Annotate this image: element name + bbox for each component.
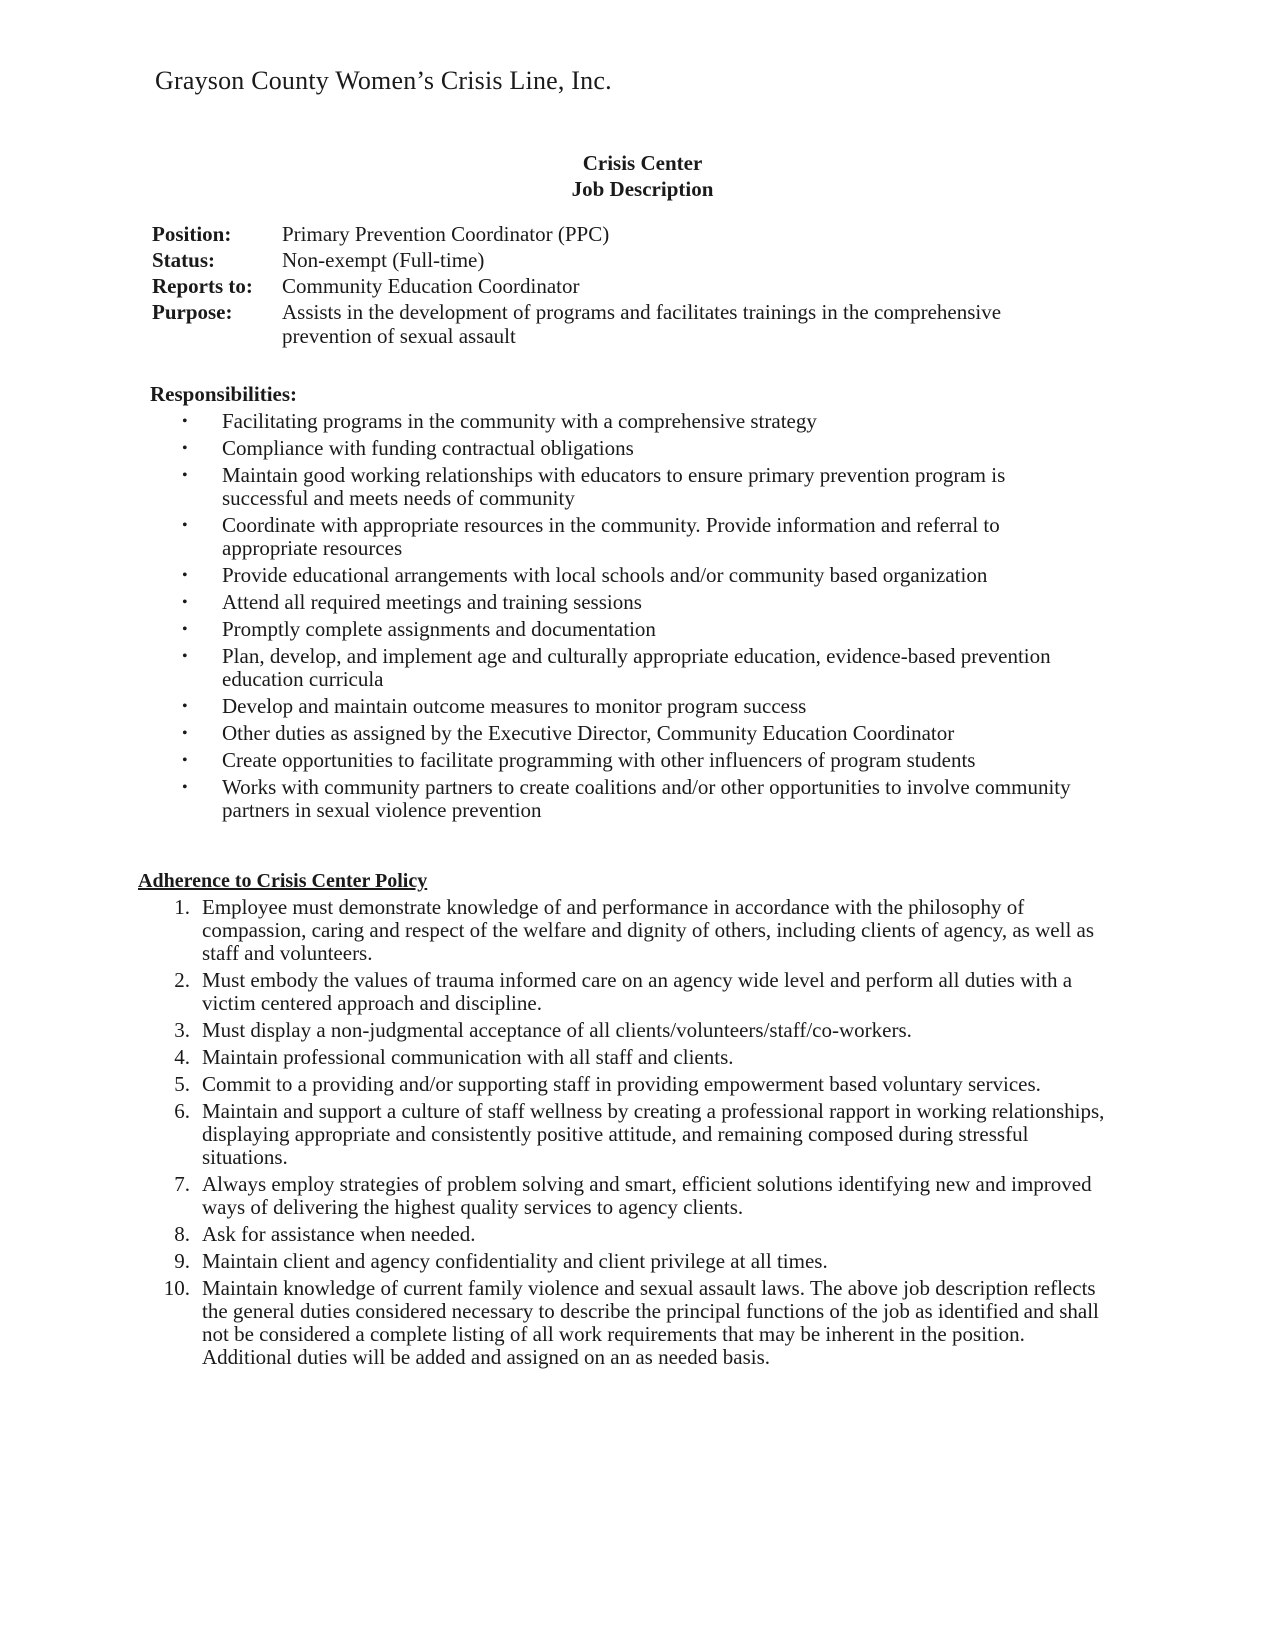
document-title (0, 150, 1275, 202)
list-item (162, 1250, 1112, 1273)
list-item-number: 7. (174, 1172, 190, 1196)
bullet-icon: • (182, 467, 188, 484)
bullet-icon: • (182, 698, 188, 715)
list-item (162, 1223, 1112, 1246)
list-item-text: Create opportunities to facilitate programming with other influencers of program students (222, 748, 976, 772)
policy-list (162, 896, 1112, 1373)
list-item-text: Must display a non-judgmental acceptance of all clients/volunteers/staff/co-workers. (202, 1018, 912, 1042)
list-item (162, 969, 1112, 1015)
bullet-icon: • (182, 413, 188, 430)
list-item (180, 410, 1080, 433)
list-item (180, 722, 1080, 745)
list-item-number: 8. (174, 1222, 190, 1246)
organization-name: Grayson County Women’s Crisis Line, Inc. (155, 66, 612, 95)
list-item-text: Commit to a providing and/or supporting staff in providing empowerment based voluntary services. (202, 1072, 1041, 1096)
list-item-text: Promptly complete assignments and documentation (222, 617, 656, 641)
list-item-number: 6. (174, 1099, 190, 1123)
job-meta-table (152, 222, 1082, 350)
list-item (162, 1073, 1112, 1096)
list-item-number: 1. (174, 895, 190, 919)
list-item (162, 1019, 1112, 1042)
policy-heading: Adherence to Crisis Center Policy (138, 870, 428, 892)
bullet-icon: • (182, 648, 188, 665)
list-item (180, 437, 1080, 460)
list-item (180, 464, 1080, 510)
list-item (180, 564, 1080, 587)
list-item (180, 645, 1080, 691)
meta-value: Assists in the development of programs and facilitates trainings in the comprehensive prevention of sexual assault (282, 300, 1002, 348)
meta-row-position (152, 222, 1082, 246)
list-item (180, 591, 1080, 614)
bullet-icon: • (182, 779, 188, 796)
list-item-number: 9. (174, 1249, 190, 1273)
meta-row-reports-to (152, 274, 1082, 298)
list-item-text: Ask for assistance when needed. (202, 1222, 476, 1246)
bullet-icon: • (182, 440, 188, 457)
list-item-text: Maintain good working relationships with educators to ensure primary prevention program is successful and meets needs of community (222, 463, 1006, 510)
list-item (162, 896, 1112, 965)
meta-value: Non-exempt (Full-time) (282, 248, 485, 272)
title-line-1: Crisis Center (582, 151, 703, 175)
responsibilities-heading: Responsibilities: (150, 382, 298, 406)
meta-value: Community Education Coordinator (282, 274, 580, 298)
list-item-text: Maintain client and agency confidentiality and client privilege at all times. (202, 1249, 828, 1273)
list-item-number: 3. (174, 1018, 190, 1042)
bullet-icon: • (182, 725, 188, 742)
list-item-text: Maintain knowledge of current family violence and sexual assault laws. The above job description reflects the general duties considered necessary to describe the principal functions of the job as identified and shall not be considered a complete listing of all work requirements that may be inherent in the position. Additional duties will be added and assigned on an as needed basis. (202, 1276, 1099, 1369)
list-item-text: Maintain professional communication with all staff and clients. (202, 1045, 734, 1069)
list-item-number: 4. (174, 1045, 190, 1069)
meta-label: Position: (152, 222, 232, 246)
meta-label: Reports to: (152, 274, 253, 298)
list-item-text: Compliance with funding contractual obligations (222, 436, 634, 460)
meta-label: Status: (152, 248, 216, 272)
list-item (180, 749, 1080, 772)
list-item-text: Provide educational arrangements with local schools and/or community based organization (222, 563, 988, 587)
list-item-text: Employee must demonstrate knowledge of and performance in accordance with the philosophy of compassion, caring and respect of the welfare and dignity of others, including clients of agency, as well as staff and volunteers. (202, 895, 1095, 965)
meta-row-purpose (152, 300, 1082, 348)
bullet-icon: • (182, 752, 188, 769)
list-item-number: 2. (174, 968, 190, 992)
meta-label: Purpose: (152, 300, 233, 324)
list-item-text: Other duties as assigned by the Executive Director, Community Education Coordinator (222, 721, 955, 745)
list-item (162, 1100, 1112, 1169)
list-item (162, 1046, 1112, 1069)
list-item (180, 618, 1080, 641)
list-item-text: Works with community partners to create coalitions and/or other opportunities to involve community partners in sexual violence prevention (222, 775, 1071, 822)
list-item (180, 776, 1080, 822)
list-item-text: Develop and maintain outcome measures to monitor program success (222, 694, 807, 718)
list-item-text: Coordinate with appropriate resources in the community. Provide information and referral to appropriate resources (222, 513, 1000, 560)
list-item-text: Attend all required meetings and training sessions (222, 590, 642, 614)
list-item-text: Plan, develop, and implement age and culturally appropriate education, evidence-based prevention education curricula (222, 644, 1051, 691)
list-item-text: Maintain and support a culture of staff wellness by creating a professional rapport in working relationships, displaying appropriate and consistently positive attitude, and remaining composed during stressful situations. (202, 1099, 1105, 1169)
title-line-2: Job Description (571, 177, 714, 201)
responsibilities-list (180, 410, 1080, 826)
list-item (162, 1277, 1112, 1369)
list-item-number: 10. (163, 1276, 190, 1300)
meta-row-status (152, 248, 1082, 272)
bullet-icon: • (182, 567, 188, 584)
list-item (180, 514, 1080, 560)
list-item-text: Always employ strategies of problem solving and smart, efficient solutions identifying new and improved ways of delivering the highest quality services to agency clients. (202, 1172, 1092, 1219)
list-item (162, 1173, 1112, 1219)
meta-value: Primary Prevention Coordinator (PPC) (282, 222, 610, 246)
list-item-number: 5. (174, 1072, 190, 1096)
list-item-text: Must embody the values of trauma informed care on an agency wide level and perform all duties with a victim centered approach and discipline. (202, 968, 1073, 1015)
list-item (180, 695, 1080, 718)
bullet-icon: • (182, 594, 188, 611)
list-item-text: Facilitating programs in the community with a comprehensive strategy (222, 409, 817, 433)
bullet-icon: • (182, 621, 188, 638)
bullet-icon: • (182, 517, 188, 534)
